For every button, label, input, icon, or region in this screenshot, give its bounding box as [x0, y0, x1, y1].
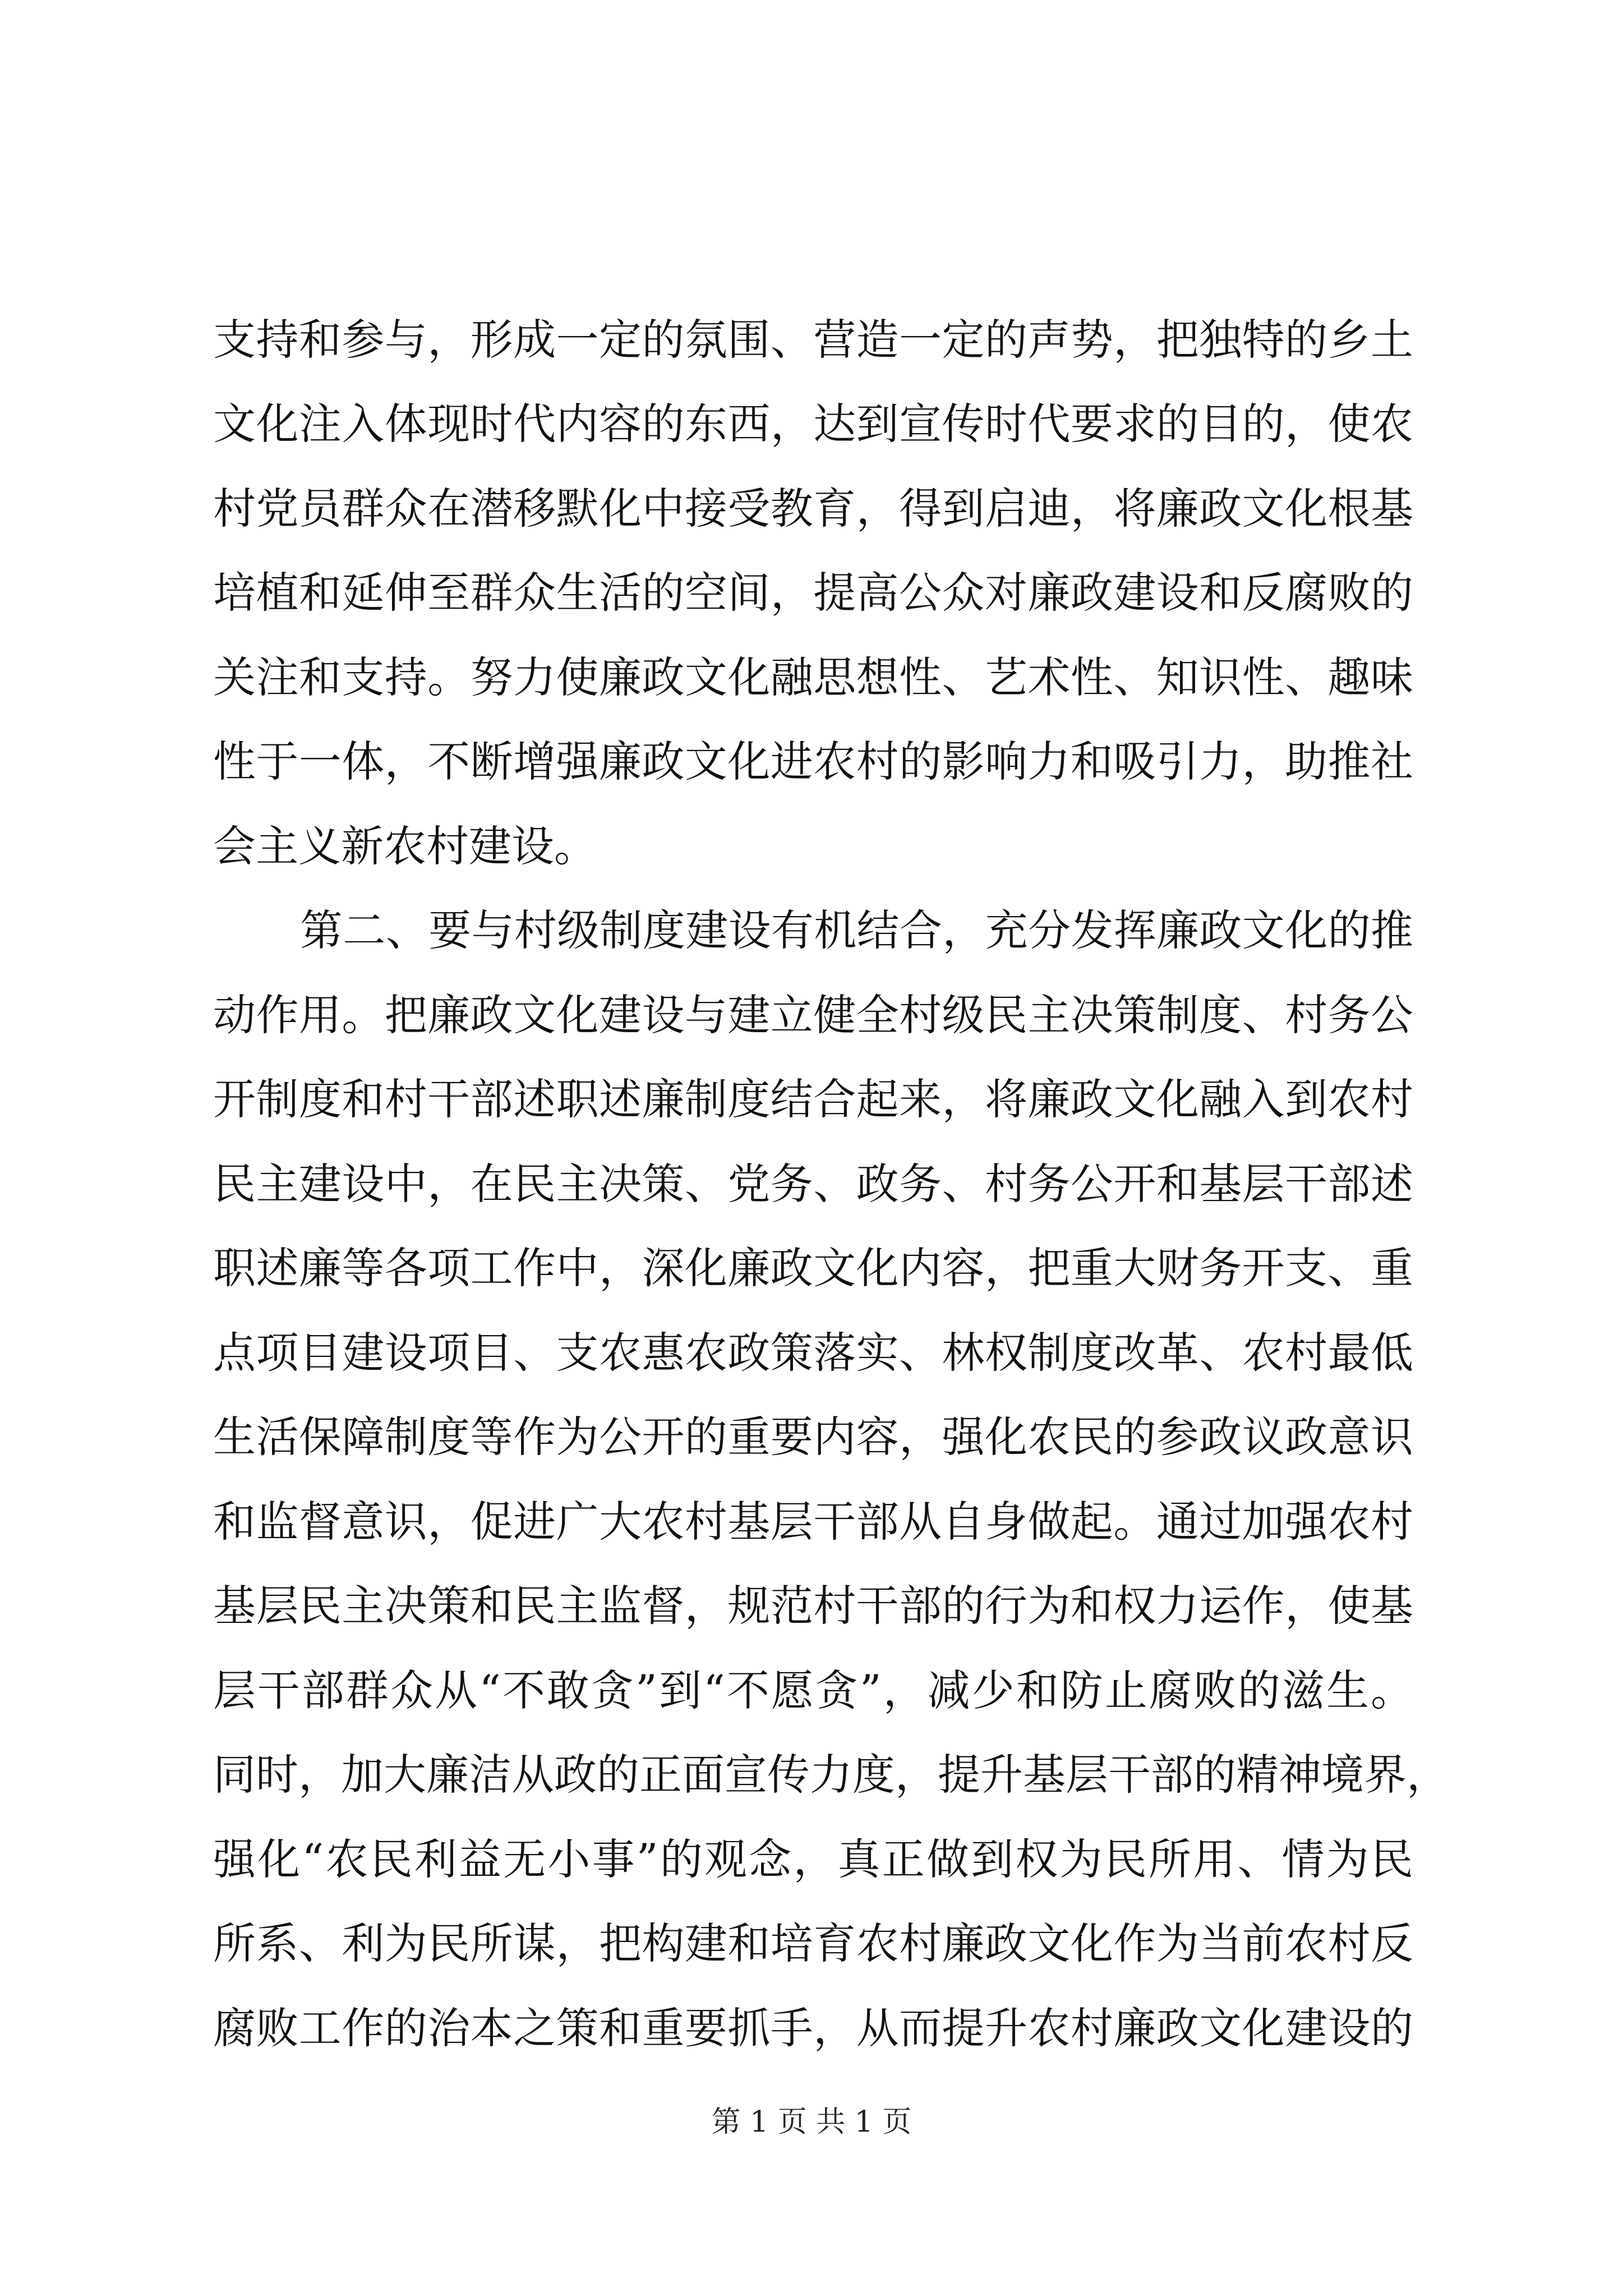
paragraph-2-line-3: 开制度和村干部述职述廉制度结合起来，将廉政文化融入到农村 [213, 1074, 1413, 1124]
paragraph-2-line-12: 强化“农民利益无小事”的观念，真正做到权为民所用、情为民 [213, 1834, 1413, 1884]
paragraph-1-line-5: 关注和支持。努力使廉政文化融思想性、艺术性、知识性、趣味 [213, 652, 1413, 702]
paragraph-2-line-2: 动作用。把廉政文化建设与建立健全村级民主决策制度、村务公 [213, 990, 1413, 1040]
paragraph-2-line-13: 所系、利为民所谋，把构建和培育农村廉政文化作为当前农村反 [213, 1918, 1413, 1968]
paragraph-1-line-6: 性于一体，不断增强廉政文化进农村的影响力和吸引力，助推社 [213, 737, 1413, 786]
paragraph-1-line-4: 培植和延伸至群众生活的空间，提高公众对廉政建设和反腐败的 [213, 568, 1413, 618]
paragraph-2-line-8: 和监督意识，促进广大农村基层干部从自身做起。通过加强农村 [213, 1497, 1413, 1547]
paragraph-2-line-5: 职述廉等各项工作中，深化廉政文化内容，把重大财务开支、重 [213, 1243, 1413, 1293]
paragraph-1-line-3: 村党员群众在潜移默化中接受教育，得到启迪，将廉政文化根基 [213, 484, 1413, 533]
paragraph-2-line-1: 第二、要与村级制度建设有机结合，充分发挥廉政文化的推 [300, 905, 1413, 955]
page-number-footer: 第 1 页 共 1 页 [711, 2105, 912, 2139]
paragraph-2-line-11: 同时，加大廉洁从政的正面宣传力度，提升基层干部的精神境界， [213, 1750, 1449, 1800]
paragraph-2-line-10: 层干部群众从“不敢贪”到“不愿贪”，减少和防止腐败的滋生。 [213, 1665, 1413, 1715]
paragraph-2-line-6: 点项目建设项目、支农惠农政策落实、林权制度改革、农村最低 [213, 1328, 1413, 1378]
paragraph-1-line-7: 会主义新农村建设。 [213, 821, 597, 871]
paragraph-1-line-2: 文化注入体现时代内容的东西，达到宣传时代要求的目的，使农 [213, 399, 1413, 449]
paragraph-2-line-14: 腐败工作的治本之策和重要抓手，从而提升农村廉政文化建设的 [213, 2003, 1413, 2053]
paragraph-2-line-4: 民主建设中，在民主决策、党务、政务、村务公开和基层干部述 [213, 1159, 1413, 1209]
paragraph-2-line-7: 生活保障制度等作为公开的重要内容，强化农民的参政议政意识 [213, 1412, 1413, 1462]
paragraph-2-line-9: 基层民主决策和民主监督，规范村干部的行为和权力运作，使基 [213, 1581, 1413, 1631]
paragraph-1-line-1: 支持和参与，形成一定的氛围、营造一定的声势，把独特的乡土 [213, 315, 1413, 365]
